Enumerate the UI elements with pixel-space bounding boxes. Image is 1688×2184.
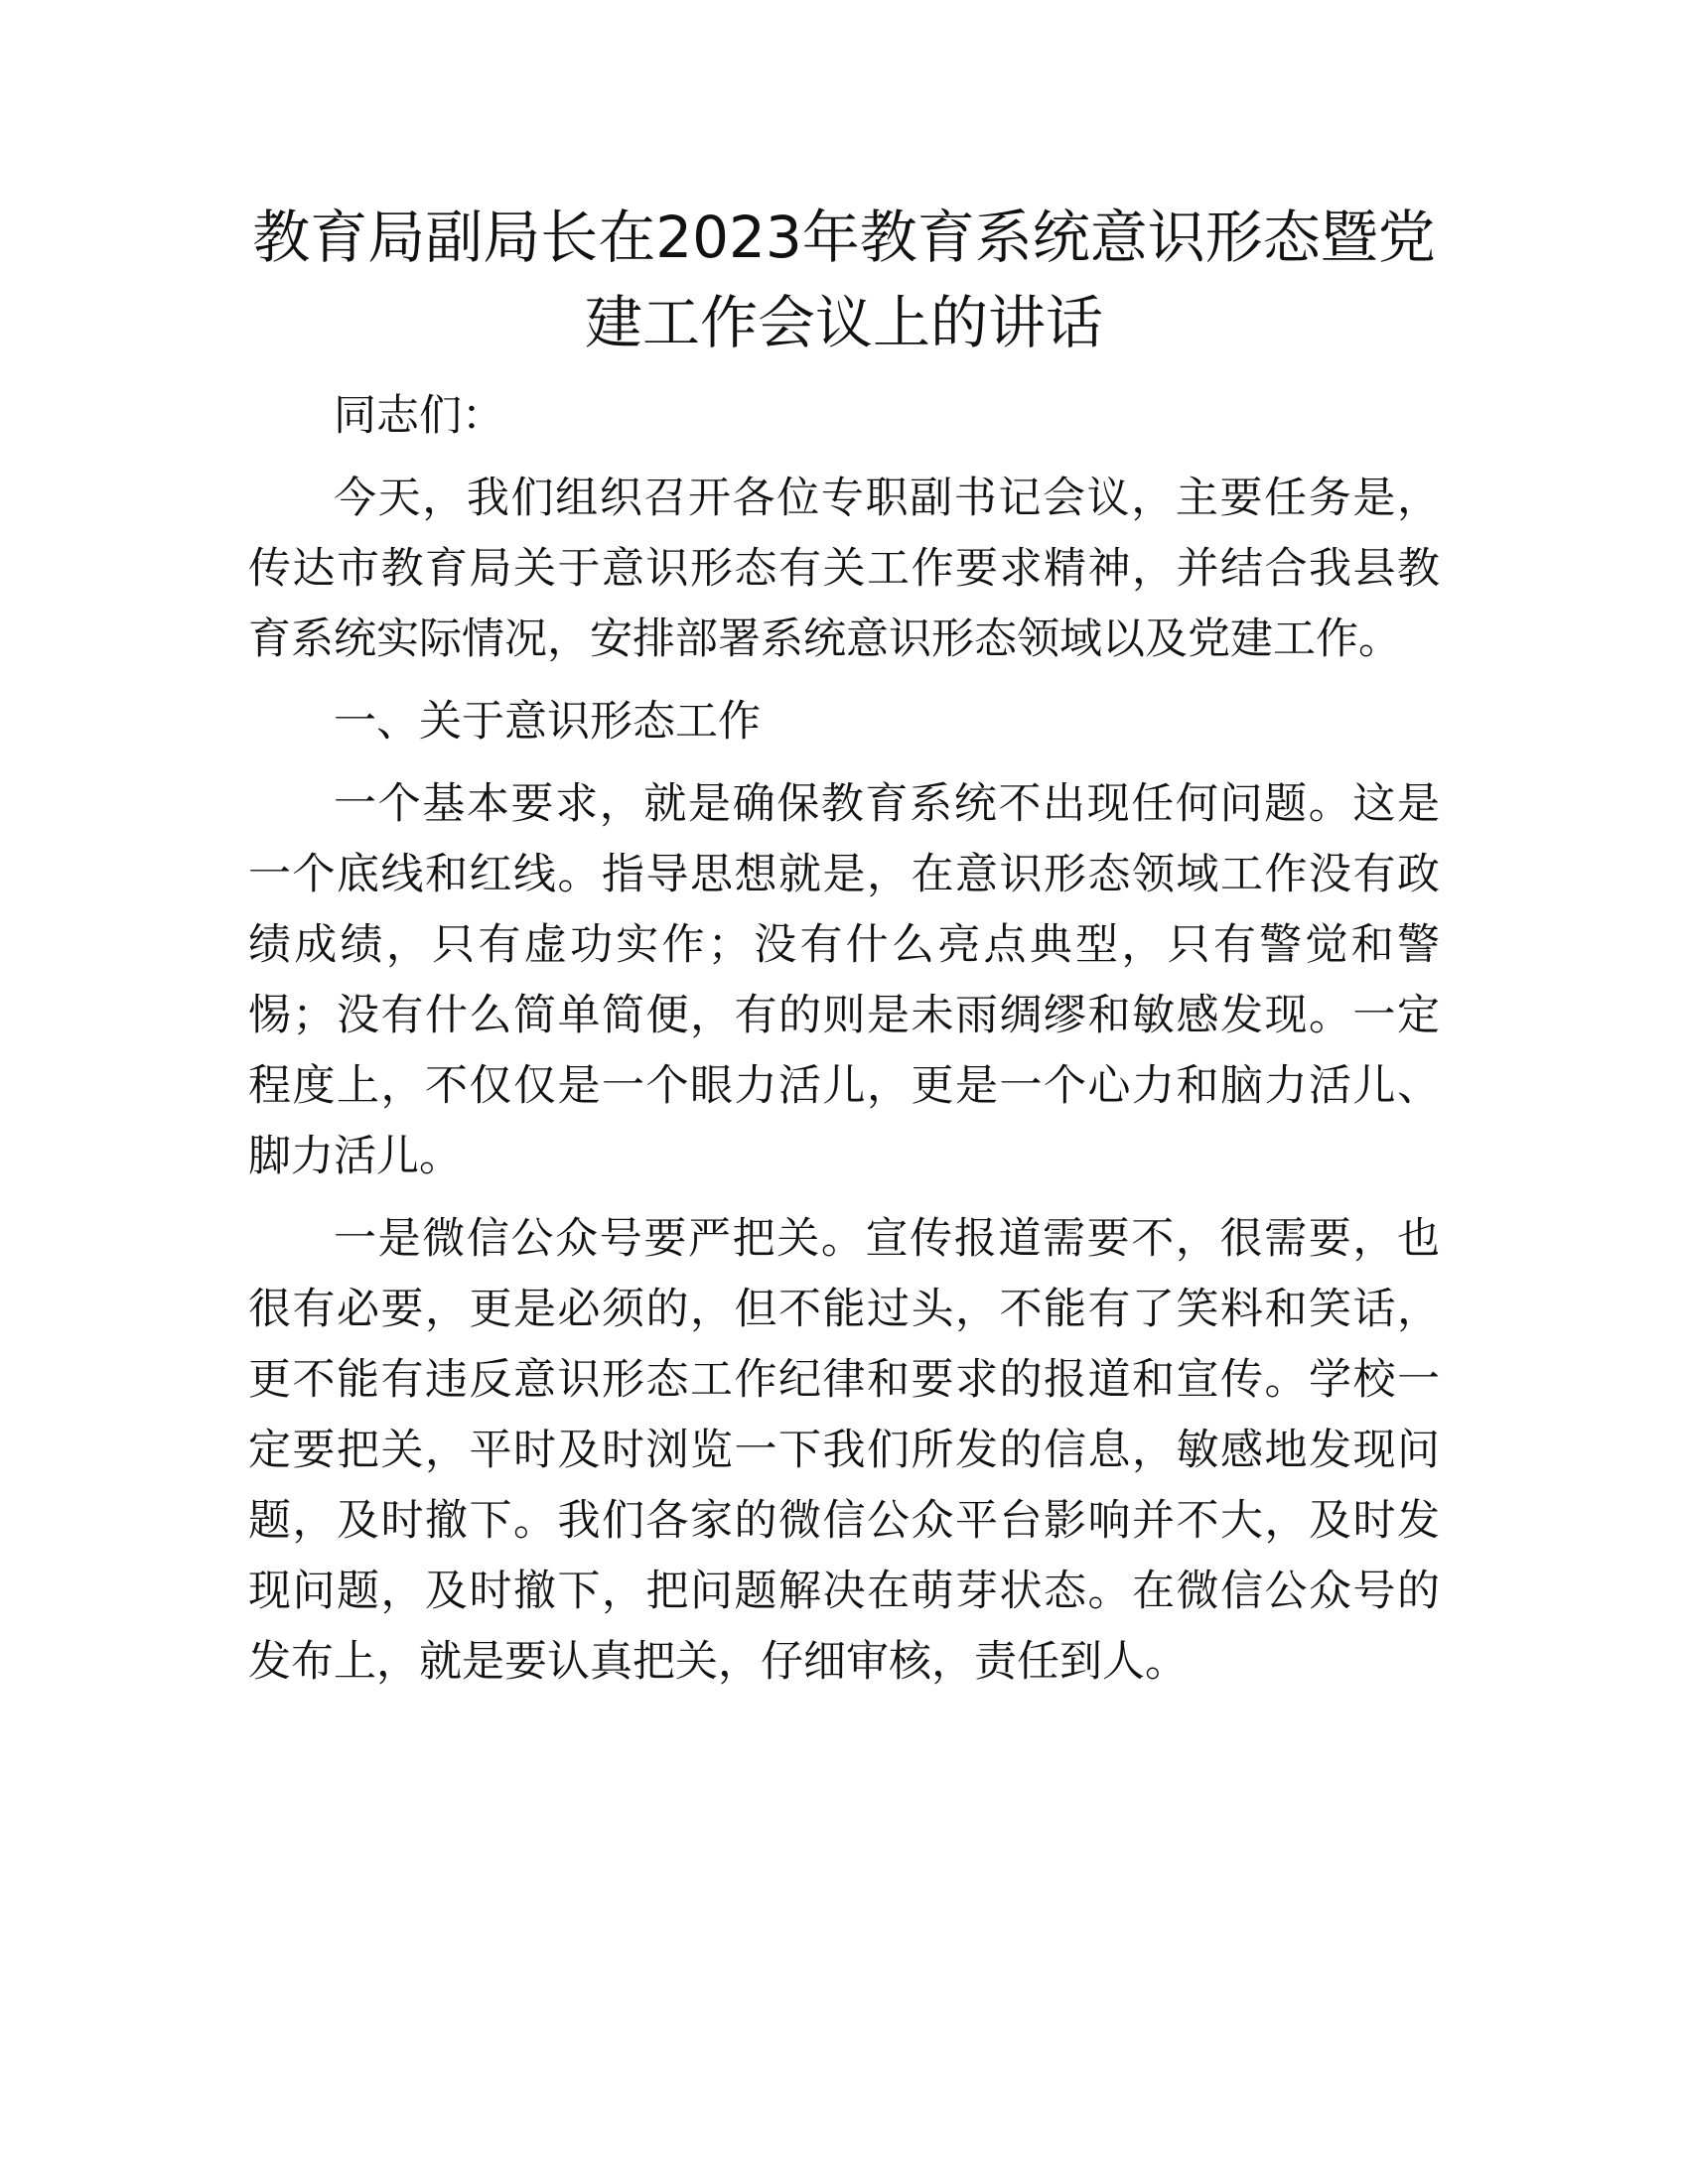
paragraph-salutation: 同志们：: [334, 391, 504, 441]
section-heading-ideology: 一、关于意识形态工作: [334, 697, 761, 747]
paragraph-wechat-review: 一是微信公众号要严把关。宣传报道需要不，很需要，也很有必要，更是必须的，但不能过头，不能有了笑料和笑话，更不能有违反意识形态工作纪律和要求的报道和宣传。学校一定要把关，平时及时浏览一下我们所发的信息，敏感地发现问题，及时撤下。我们各家的微信公众平台影响并不大，及时发现问题，及时撤下，把问题解决在萌芽状态。在微信公众号的发布上，就是要认真把关，仔细审核，责任到人。: [248, 1214, 1440, 1687]
document-body: [248, 381, 1440, 1709]
paragraph-intro: 今天，我们组织召开各位专职副书记会议，主要任务是，传达市教育局关于意识形态有关工作要求精神，并结合我县教育系统实际情况，安排部署系统意识形态领域以及党建工作。: [248, 474, 1440, 664]
document-title: 教育局副局长在2023年教育系统意识形态暨党建工作会议上的讲话: [252, 204, 1436, 356]
paragraph-basic-requirement: 一个基本要求，就是确保教育系统不出现任何问题。这是一个底线和红线。指导思想就是，在意识形态领域工作没有政绩成绩，只有虚功实作；没有什么亮点典型，只有警觉和警惕；没有什么简单简便，有的则是未雨绸缪和敏感发现。一定程度上，不仅仅是一个眼力活儿，更是一个心力和脑力活儿、脚力活儿。: [248, 779, 1440, 1181]
